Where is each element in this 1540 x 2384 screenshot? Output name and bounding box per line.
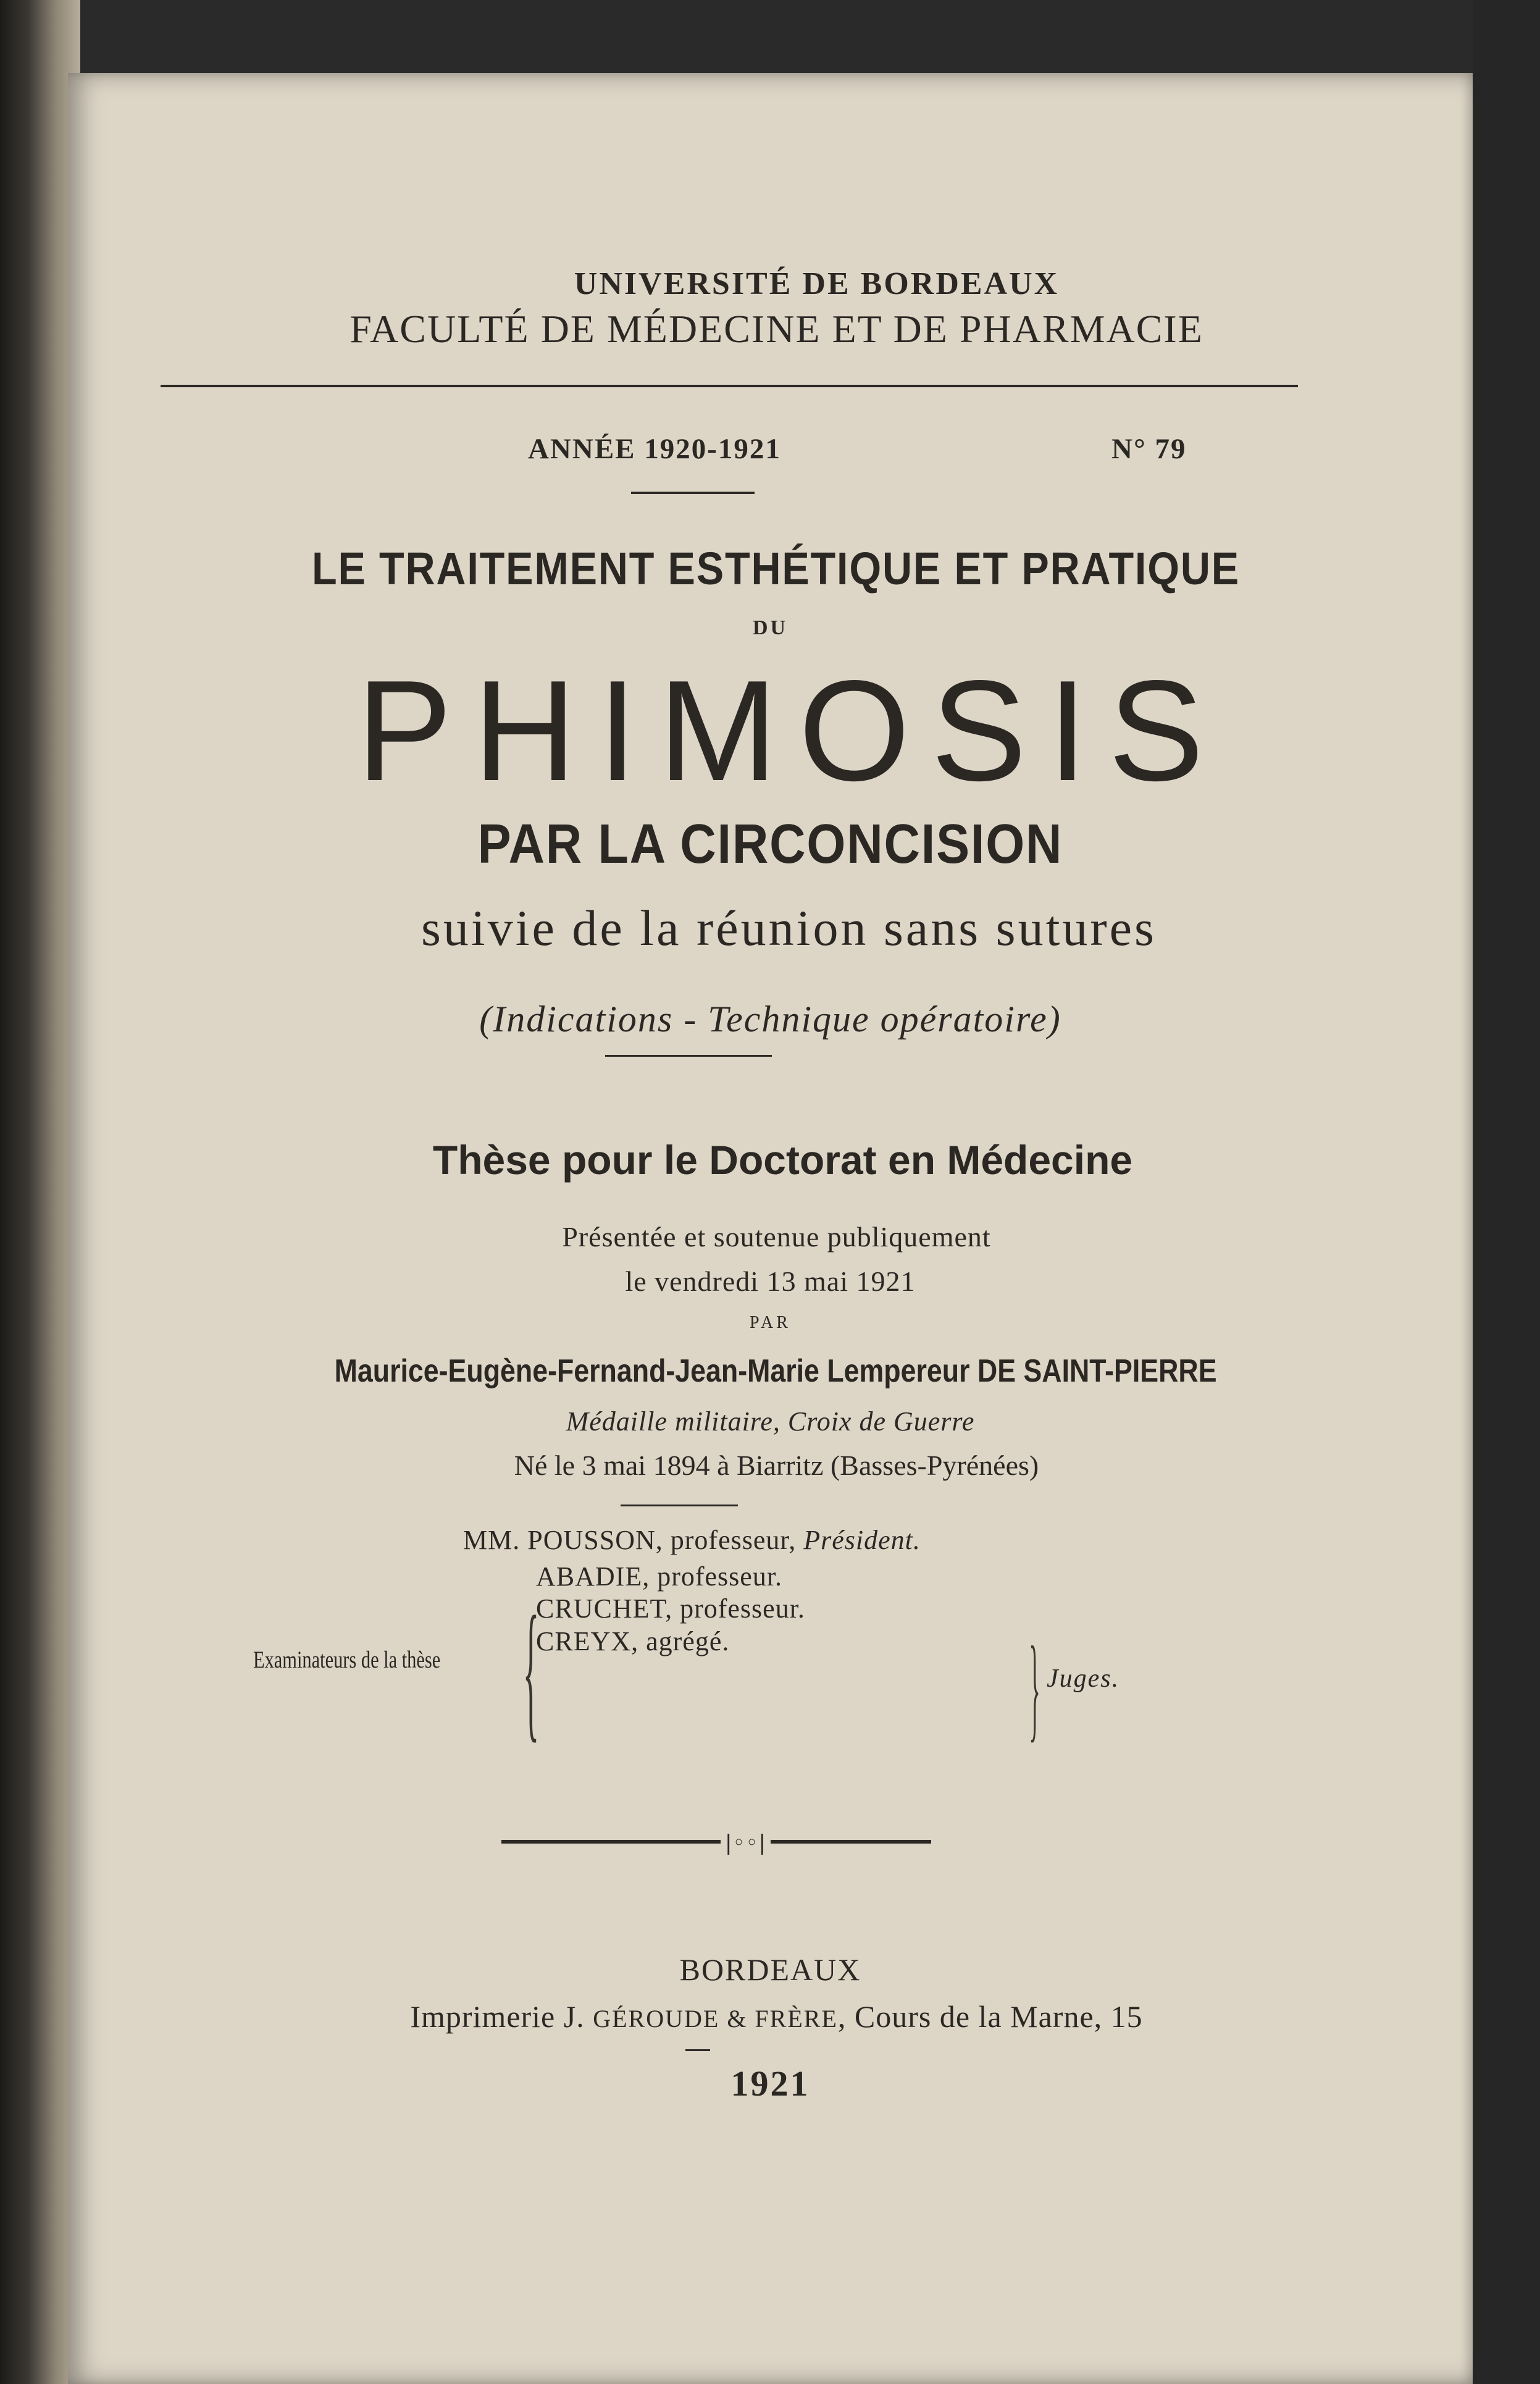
author-honors: Médaille militaire, Croix de Guerre bbox=[566, 1406, 975, 1437]
subtitle: suivie de la réunion sans sutures bbox=[421, 900, 1157, 956]
presented-line: Présentée et soutenue publiquement bbox=[562, 1221, 991, 1253]
title-line-2: DU bbox=[752, 616, 789, 639]
academic-year: ANNÉE 1920-1921 bbox=[528, 433, 781, 465]
main-title: PHIMOSIS bbox=[356, 651, 1225, 811]
divider-rule bbox=[631, 492, 755, 494]
printer-address: , Cours de la Marne, 15 bbox=[837, 1999, 1143, 2034]
imprint-city: BORDEAUX bbox=[679, 1952, 861, 1987]
by-label: PAR bbox=[750, 1313, 791, 1332]
judges-label: Juges. bbox=[1047, 1664, 1120, 1693]
jury-member: CRUCHET, professeur. bbox=[536, 1593, 805, 1624]
author-name: Maurice-Eugène-Fernand-Jean-Marie Lempereur DE SAINT-PIERRE bbox=[334, 1353, 1217, 1389]
title-line-1: LE TRAITEMENT ESTHÉTIQUE ET PRATIQUE bbox=[312, 543, 1240, 594]
title-page bbox=[68, 73, 1473, 2384]
divider-rule bbox=[621, 1505, 738, 1506]
defense-date: le vendredi 13 mai 1921 bbox=[625, 1265, 916, 1297]
author-birth: Né le 3 mai 1894 à Biarritz (Basses-Pyrénées) bbox=[514, 1450, 1039, 1481]
printer-prefix: Imprimerie J. bbox=[410, 1999, 593, 2034]
divider-rule bbox=[685, 2049, 710, 2051]
book-cover-edge bbox=[1473, 0, 1540, 2384]
printer-name: GÉROUDE & FRÈRE bbox=[593, 2005, 838, 2033]
thesis-heading: Thèse pour le Doctorat en Médecine bbox=[432, 1137, 1133, 1183]
divider-rule bbox=[605, 1055, 772, 1057]
jury-member: ABADIE, professeur. bbox=[536, 1561, 783, 1592]
right-brace: } bbox=[1029, 1623, 1040, 1753]
ornament-line-left bbox=[501, 1840, 721, 1844]
university-name: UNIVERSITÉ DE BORDEAUX bbox=[574, 266, 1060, 301]
president-name: MM. POUSSON, professeur, bbox=[463, 1525, 804, 1555]
faculty-name: FACULTÉ DE MÉDECINE ET DE PHARMACIE bbox=[349, 307, 1203, 351]
printer-line bbox=[68, 1999, 1473, 2034]
jury-president bbox=[463, 1524, 921, 1556]
thesis-number: N° 79 bbox=[1111, 433, 1187, 465]
header-rule bbox=[161, 385, 1298, 387]
ornament-center: |◦◦| bbox=[725, 1831, 767, 1855]
title-line-4: PAR LA CIRCONCISION bbox=[477, 813, 1063, 875]
president-role: Président. bbox=[803, 1525, 921, 1555]
subtitle-parenthetical: (Indications - Technique opératoire) bbox=[479, 999, 1061, 1039]
ornament-line-right bbox=[771, 1840, 931, 1844]
publication-year: 1921 bbox=[730, 2063, 810, 2104]
jury-member: CREYX, agrégé. bbox=[536, 1626, 730, 1656]
left-brace: { bbox=[522, 1585, 540, 1756]
examiners-label: Examinateurs de la thèse bbox=[253, 1647, 441, 1673]
